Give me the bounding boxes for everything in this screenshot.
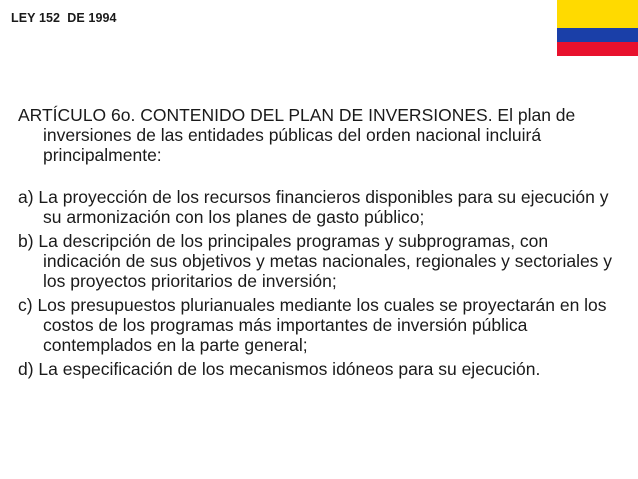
list-item-b: b) La descripción de los principales programas y subprogramas, con indicación de sus objetivos y metas nacionales, regionales y sectoriales y los proyectos prioritarios de inversión; (18, 231, 613, 291)
article-paragraph: ARTÍCULO 6o. CONTENIDO DEL PLAN DE INVERSIONES. El plan de inversiones de las entidades públicas del orden nacional incluirá principalmente: (18, 105, 576, 165)
list-item-c: c) Los presupuestos plurianuales mediante los cuales se proyectarán en los costos de los programas más importantes de inversión pública contemplados en la parte general; (18, 295, 607, 355)
flag-yellow-band (557, 0, 638, 28)
list-item-d: d) La especificación de los mecanismos idóneos para su ejecución. (18, 359, 541, 379)
colombia-flag-image (557, 0, 638, 56)
flag-red-band (557, 42, 638, 56)
slide-title: LEY 152 DE 1994 (11, 11, 117, 25)
flag-blue-band (557, 28, 638, 42)
slide-body (18, 105, 618, 383)
list-item-a: a) La proyección de los recursos financieros disponibles para su ejecución y su armonización con los planes de gasto público; (18, 187, 609, 227)
